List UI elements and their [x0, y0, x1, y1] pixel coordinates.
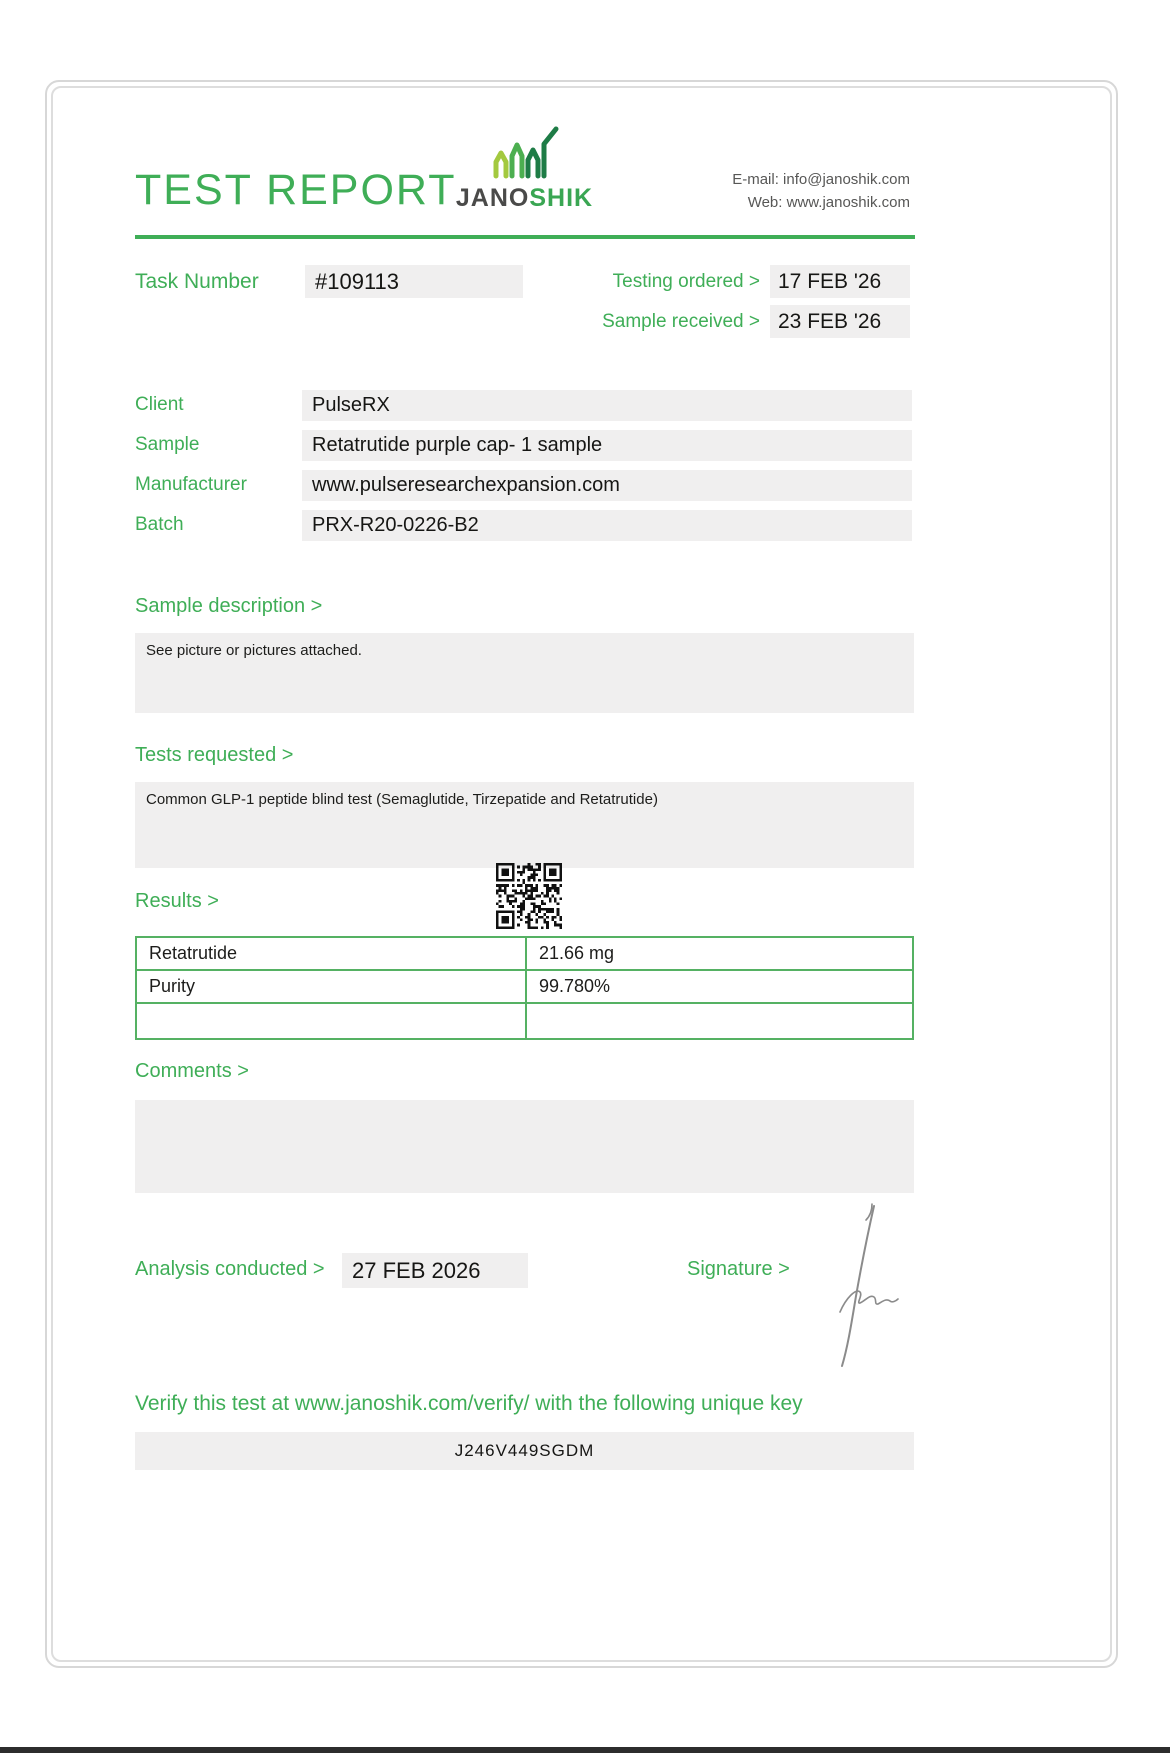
signature-handwriting	[812, 1200, 902, 1372]
client-value: PulseRX	[312, 394, 390, 416]
signature-label: Signature >	[687, 1258, 790, 1280]
comments-box	[135, 1100, 914, 1193]
results-heading: Results >	[135, 890, 219, 912]
batch-box	[302, 510, 912, 541]
result-name-cell: Retatrutide	[136, 937, 526, 970]
comments-heading: Comments >	[135, 1060, 249, 1082]
report-title: TEST REPORT	[135, 166, 457, 214]
sample-description-box	[135, 633, 914, 713]
verify-key-box	[135, 1432, 914, 1470]
tests-requested-text: Common GLP-1 peptide blind test (Semaglutide, Tirzepatide and Retatrutide)	[146, 791, 658, 808]
sample-description-heading: Sample description >	[135, 595, 323, 617]
manufacturer-box	[302, 470, 912, 501]
analysis-date-value: 27 FEB 2026	[352, 1257, 481, 1283]
batch-label: Batch	[135, 514, 184, 535]
analysis-conducted-label: Analysis conducted >	[135, 1258, 325, 1280]
page-bottom-edge	[0, 1747, 1170, 1753]
table-row	[136, 970, 913, 1003]
batch-value: PRX-R20-0226-B2	[312, 514, 479, 536]
testing-ordered-box	[770, 265, 910, 298]
sample-received-label: Sample received >	[602, 311, 760, 332]
task-number-value: #109113	[315, 268, 400, 294]
tests-requested-heading: Tests requested >	[135, 744, 294, 766]
testing-ordered-value: 17 FEB '26	[778, 269, 882, 293]
manufacturer-label: Manufacturer	[135, 474, 247, 495]
verify-instruction: Verify this test at www.janoshik.com/verify/ with the following unique key	[135, 1392, 803, 1415]
analysis-date-box	[342, 1253, 528, 1288]
task-number-label: Task Number	[135, 270, 259, 293]
tests-requested-box	[135, 782, 914, 868]
qr-code	[496, 863, 562, 929]
client-box	[302, 390, 912, 421]
results-table	[135, 936, 914, 1040]
sample-value: Retatrutide purple cap- 1 sample	[312, 434, 603, 456]
sample-label: Sample	[135, 434, 200, 455]
comments-text	[135, 1100, 157, 1118]
logo-chart-icon	[490, 126, 562, 182]
task-number-box	[305, 265, 523, 298]
result-value-cell: 21.66 mg	[526, 937, 913, 970]
result-value-cell	[526, 1003, 913, 1039]
contact-web: Web: www.janoshik.com	[747, 194, 910, 211]
logo-text-jano: JANO	[455, 184, 530, 212]
sample-box	[302, 430, 912, 461]
logo-wordmark	[452, 184, 597, 213]
sample-received-box	[770, 305, 910, 338]
contact-block	[732, 168, 910, 214]
header-divider	[135, 235, 915, 239]
testing-ordered-label: Testing ordered >	[612, 271, 760, 292]
table-row	[136, 1003, 913, 1039]
manufacturer-value: www.pulseresearchexpansion.com	[312, 474, 620, 496]
verify-key-value: J246V449SGDM	[454, 1441, 595, 1460]
contact-email: E-mail: info@janoshik.com	[732, 171, 910, 188]
sample-received-value: 23 FEB '26	[778, 309, 882, 333]
client-label: Client	[135, 394, 184, 415]
result-name-cell	[136, 1003, 526, 1039]
table-row	[136, 937, 913, 970]
result-name-cell: Purity	[136, 970, 526, 1003]
result-value-cell: 99.780%	[526, 970, 913, 1003]
sample-description-text: See picture or pictures attached.	[146, 642, 362, 659]
report-card	[45, 80, 1118, 1668]
logo-text-shik: SHIK	[529, 184, 594, 212]
